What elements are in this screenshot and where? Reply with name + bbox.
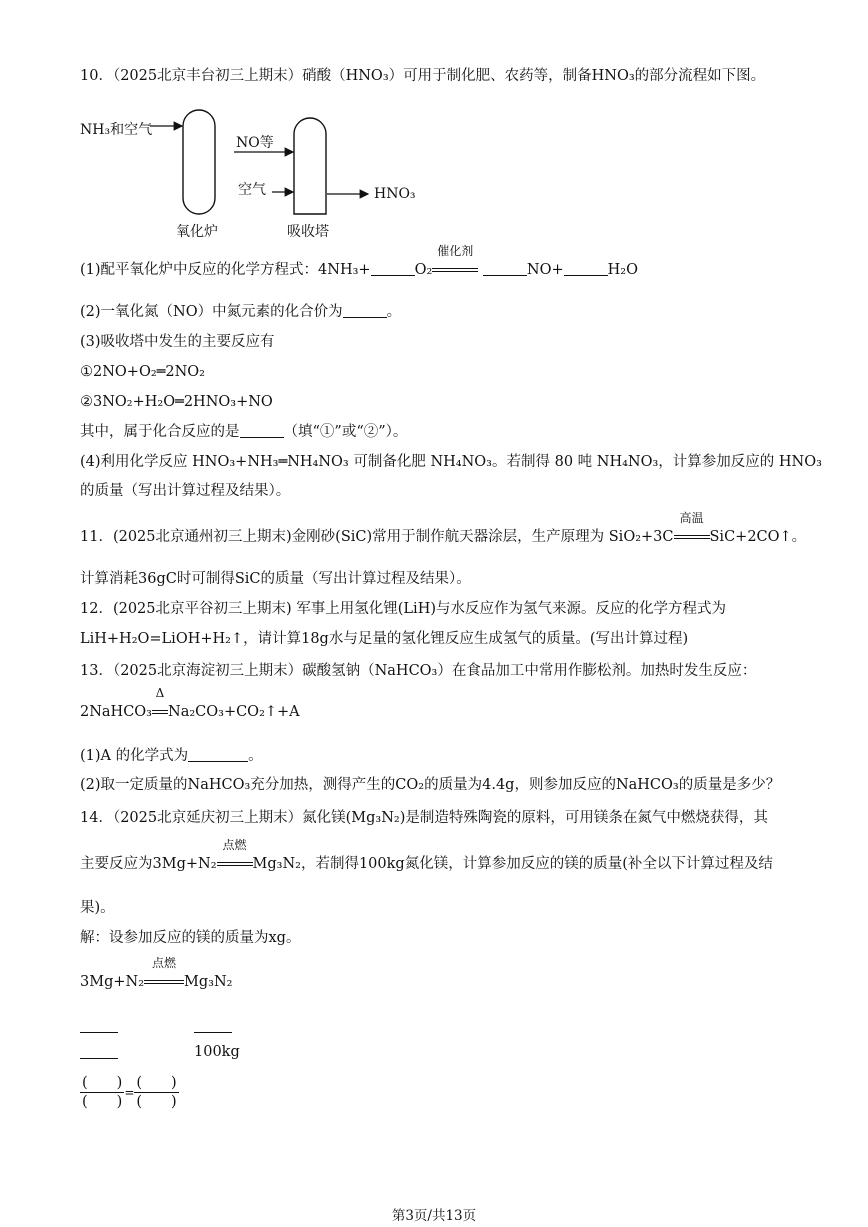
q10-p3-blank[interactable] (240, 423, 284, 438)
q10-part2 (80, 302, 401, 322)
oxidation-furnace-shape (183, 110, 215, 214)
q14-eq-right: Mg₃N₂ (184, 974, 233, 990)
q14-line1: 14．（2025北京延庆初三上期末）氮化镁(Mg₃N₂)是制造特殊陶瓷的原料，可用镁条在氮气中燃烧获得，其 (80, 810, 768, 826)
q14-line2-suffix: Mg₃N₂，若制得100kg氮化镁，计算参加反应的镁的质量(补全以下计算过程及结 (252, 856, 773, 872)
q10-p1-h2o: H₂O (607, 262, 638, 278)
q14-frac-left-den[interactable]: ( ) (82, 1094, 123, 1110)
q14-fraction-right (134, 1074, 178, 1111)
q10-p4-line2: 的质量（写出计算过程及结果）。 (80, 483, 291, 499)
q10-p3-r2: ②3NO₂+H₂O═2HNO₃+NO (80, 394, 273, 410)
q10-p2-end: 。 (386, 304, 402, 320)
q11-suffix: SiC+2CO↑。 (709, 529, 807, 545)
q13-heat-eq (152, 686, 168, 722)
tower-label: 吸收塔 (287, 224, 329, 240)
q10-p3-title: (3)吸收塔中发生的主要反应有 (80, 334, 275, 350)
input1-label: NH₃和空气 (80, 122, 153, 138)
q13-eq-left: 2NaHCO₃ (80, 704, 152, 720)
q10-p1-blank-o2[interactable] (371, 261, 415, 276)
q13-equation (80, 686, 300, 722)
q14-sol-condition-label: 点燃 (152, 956, 177, 970)
q13-eq-right: Na₂CO₃+CO₂↑+A (168, 704, 300, 720)
q10-p1-catalyst-eq (432, 244, 478, 280)
page-number: 第3页/共13页 (391, 1208, 477, 1224)
q13-p1-prefix: (1)A 的化学式为 (80, 748, 189, 764)
q14-frac-right-num[interactable]: ( ) (136, 1075, 177, 1091)
q14-line2 (80, 838, 773, 874)
q10-p1-blank-no[interactable] (483, 261, 527, 276)
q11-prefix: 11．(2025北京通州初三上期末)金刚砂(SiC)常用于制作航天器涂层，生产原理为 SiO₂+3C (80, 529, 674, 545)
q13-line1: 13．（2025北京海淀初三上期末）碳酸氢钠（NaHCO₃）在食品加工中常用作膨松剂。加热时发生反应： (80, 663, 757, 679)
q13-p1-blank[interactable] (188, 747, 248, 762)
q12-line2: LiH+H₂O=LiOH+H₂↑，请计算18g水与足量的氢化锂反应生成氢气的质量。(写出计算过程) (80, 631, 689, 647)
q14-frac-left-num[interactable]: ( ) (82, 1075, 123, 1091)
catalyst-label: 催化剂 (437, 244, 474, 258)
q10-p1-no: NO+ (526, 262, 564, 278)
q14-sol-condition-eq (144, 956, 184, 992)
input2-label: NO等 (236, 135, 274, 151)
q10-part1 (80, 244, 638, 280)
q14-line3: 果)。 (80, 900, 115, 916)
q14-solution-intro: 解：设参加反应的镁的质量为xg。 (80, 930, 301, 946)
q10-p4-line1: (4)利用化学反应 HNO₃+NH₃═NH₄NO₃ 可制备化肥 NH₄NO₃。若制得 80 吨 NH₄NO₃，计算参加反应的 HNO₃ (80, 454, 822, 470)
hno3-flow-diagram (76, 104, 436, 246)
q11-condition-eq (674, 511, 710, 547)
q10-p1-prefix: (1)配平氧化炉中反应的化学方程式：4NH₃+ (80, 262, 371, 278)
output-label: HNO₃ (374, 186, 416, 202)
q10-p1-blank-h2o[interactable] (564, 261, 608, 276)
q14-solution-equation (80, 956, 233, 992)
q14-blank-mg-relmass[interactable] (80, 1022, 118, 1033)
q10-p1-o2: O₂ (414, 262, 433, 278)
q14-blank-mg3n2-relmass[interactable] (194, 1022, 232, 1033)
q14-line2-prefix: 主要反应为3Mg+N₂ (80, 856, 217, 872)
q14-condition-eq (217, 838, 253, 874)
furnace-label: 氧化炉 (176, 224, 218, 240)
q14-frac-equals: = (124, 1085, 135, 1100)
q10-p2-blank[interactable] (343, 303, 387, 318)
input3-label: 空气 (238, 182, 266, 198)
q14-condition-label: 点燃 (222, 838, 247, 852)
q10-p3-q-prefix: 其中，属于化合反应的是 (80, 424, 240, 440)
q10-p2-text: (2)一氧化氮（NO）中氮元素的化合价为 (80, 304, 343, 320)
q14-mass-value: 100kg (194, 1044, 240, 1060)
q10-intro: 10．（2025北京丰台初三上期末）硝酸（HNO₃）可用于制化肥、农药等，制备HNO₃的部分流程如下图。 (80, 68, 766, 84)
q14-fraction-left (80, 1074, 124, 1111)
q10-p3-q-suffix: （填“①”或“②”）。 (283, 424, 408, 440)
q12-line1: 12．(2025北京平谷初三上期末) 军事上用氢化锂(LiH)与水反应作为氢气来源。反应的化学方程式为 (80, 601, 726, 617)
q13-heat-label: Δ (155, 686, 165, 700)
q14-blank-mg-mass[interactable] (80, 1048, 118, 1059)
q14-eq-left: 3Mg+N₂ (80, 974, 145, 990)
q11-condition-label: 高温 (679, 511, 704, 525)
q11-line2: 计算消耗36gC时可制得SiC的质量（写出计算过程及结果）。 (80, 571, 471, 587)
q10-p3-question (80, 422, 407, 442)
q11-line1 (80, 511, 807, 547)
q14-frac-right-den[interactable]: ( ) (136, 1094, 177, 1110)
absorption-tower-shape (294, 118, 326, 214)
q10-p3-r1: ①2NO+O₂═2NO₂ (80, 364, 205, 380)
q13-part2: (2)取一定质量的NaHCO₃充分加热，测得产生的CO₂的质量为4.4g，则参加反应的NaHCO₃的质量是多少？ (80, 777, 781, 793)
q14-proportion (80, 1074, 179, 1111)
q13-part1 (80, 746, 263, 766)
q13-p1-end: 。 (248, 748, 263, 764)
